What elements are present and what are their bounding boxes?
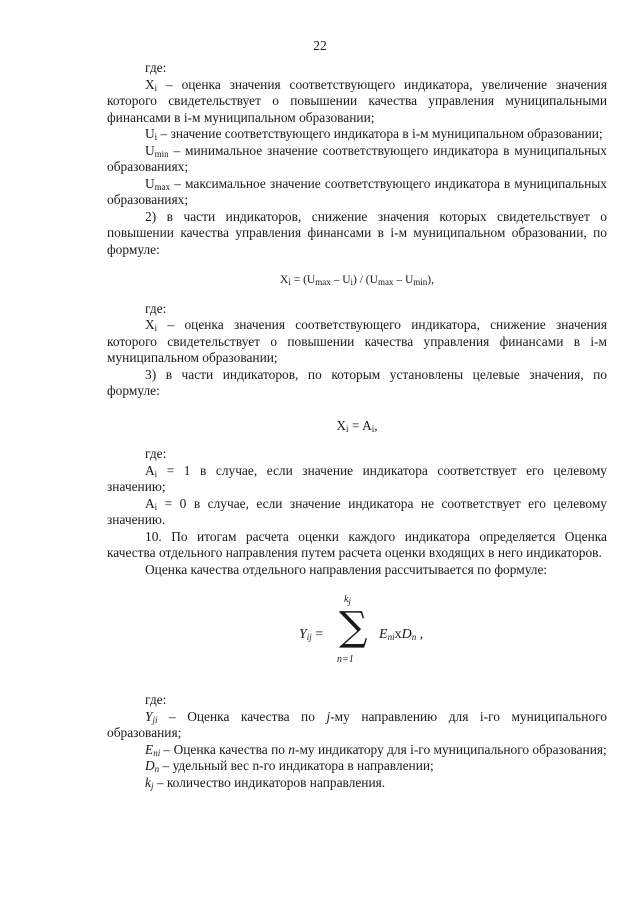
symbol: X [145,317,155,332]
definition-text: – Оценка качества по [157,708,327,724]
formula-part: – U [393,274,414,286]
subscript: min [154,148,169,159]
paragraph-where-2: где: [145,300,167,316]
formula-part: = (U [290,274,316,286]
subscript: min [413,277,428,287]
subscript: n [154,764,160,774]
definition-kj [107,775,607,792]
definition-text: – значение соответствующего индикатора в i-м муниципальном образовании; [157,126,603,141]
definition-text: – количество индикаторов направления. [153,774,386,790]
subscript: j [348,596,351,606]
subscript: i [154,323,158,333]
paragraph-direction-formula: Оценка качества отдельного направления рассчитывается по формуле: [145,561,548,577]
symbol: U [145,175,155,191]
subscript: max [315,277,331,287]
subscript: i [154,132,158,142]
subscript: i [346,423,349,434]
formula-part: = [311,627,324,642]
definition-text: – удельный вес n-го индикатора в направлении; [159,758,434,773]
formula-part: , [374,417,378,433]
formula-xi-decrease [107,272,607,289]
definition-ai-0 [107,496,607,529]
definition-text: – оценка значения соответствующего индикатора, снижение значения которого свидетельствует о повышении качества управления финансами в i-м муниципальном образовании; [107,317,607,365]
definition-text: – минимальное значение соответствующего индикатора в муниципальных образованиях; [107,142,607,174]
subscript: i [350,277,354,287]
definition-text: = 1 в случае, если значение индикатора соответствует его целевому значению; [107,462,607,494]
symbol: E [145,741,154,757]
formula-part: ) / (U [353,274,378,286]
definition-xi-decrease [107,317,607,367]
symbol: n [288,741,295,757]
formula-part: , [416,627,424,642]
definition-text: – Оценка качества по [160,741,289,757]
formula-part: = A [348,417,372,433]
formula-part: D [401,627,412,642]
symbol: X [145,76,155,92]
sum-lower-limit: n=1 [337,654,354,665]
definition-text: -му индикатору для i-го муниципального образования; [295,741,607,757]
symbol: k [145,774,151,790]
definition-ai-1 [107,463,607,496]
paragraph-where-4: где: [145,692,167,707]
paragraph-item-2: 2) в части индикаторов, снижение значения которых свидетельствует о повышении качества управления финансами в i-м муниципальном образовании, по формуле: [107,208,607,257]
subscript: i [288,277,291,287]
formula-part: E [379,627,388,642]
symbol: j [326,708,331,724]
subscript: max [377,277,394,287]
formula-part: X [336,417,347,433]
definition-xi-increase [107,77,607,127]
paragraph-where-3: где: [145,446,167,461]
symbol: A [145,462,155,478]
definition-text: – максимальное значение соответствующего индикатора в муниципальных образованиях; [107,175,607,207]
formula-yij-sum [107,594,607,678]
subscript: i [154,82,158,93]
subscript: max [154,181,171,192]
symbol: U [145,142,155,158]
subscript: i [154,468,158,479]
paragraph-item-10: 10. По итогам расчета оценки каждого индикатора определяется Оценка качества отдельного направления путем расчета оценки входящих в него индикаторов. [107,528,607,560]
symbol: Y [145,708,153,724]
formula-part: ), [427,274,434,286]
definition-eni [107,742,607,759]
subscript: ni [387,632,395,642]
symbol: A [145,495,155,511]
formula-xi-target [107,418,607,435]
formula-part: x [394,627,402,642]
definition-ui [107,126,607,143]
definition-umax [107,176,607,209]
subscript: ij [306,632,312,642]
definition-yji [107,709,607,742]
formula-part: X [280,274,289,286]
formula-rhs [379,627,423,644]
subscript: i [154,501,158,512]
subscript: n [411,632,417,642]
symbol: D [145,758,155,773]
definition-text: = 0 в случае, если значение индикатора не соответствует его целевому значению. [107,495,607,527]
definition-text: – оценка значения соответствующего индикатора, увеличение значения которого свидетельствует о повышении качества управления муниципальными финансами в i-м муниципальном образовании; [107,76,607,125]
paragraph-item-3: 3) в части индикаторов, по которым установлены целевые значения, по формуле: [107,366,607,398]
paragraph-where-1: где: [145,60,167,75]
page-number: 22 [313,38,327,53]
subscript: j [150,780,154,791]
definition-dn [107,758,607,775]
definition-text: -му направлению для i-го муниципального образования; [107,708,608,740]
subscript: ji [152,714,158,725]
formula-lhs [299,627,323,644]
symbol: U [145,126,155,141]
sigma-symbol: ∑ [339,604,368,650]
formula-part: Y [299,627,307,642]
definition-umin [107,143,607,176]
formula-part: k [344,594,349,605]
subscript: i [371,423,375,434]
document-body [107,60,607,791]
formula-part: – U [330,274,351,286]
subscript: ni [153,747,161,758]
